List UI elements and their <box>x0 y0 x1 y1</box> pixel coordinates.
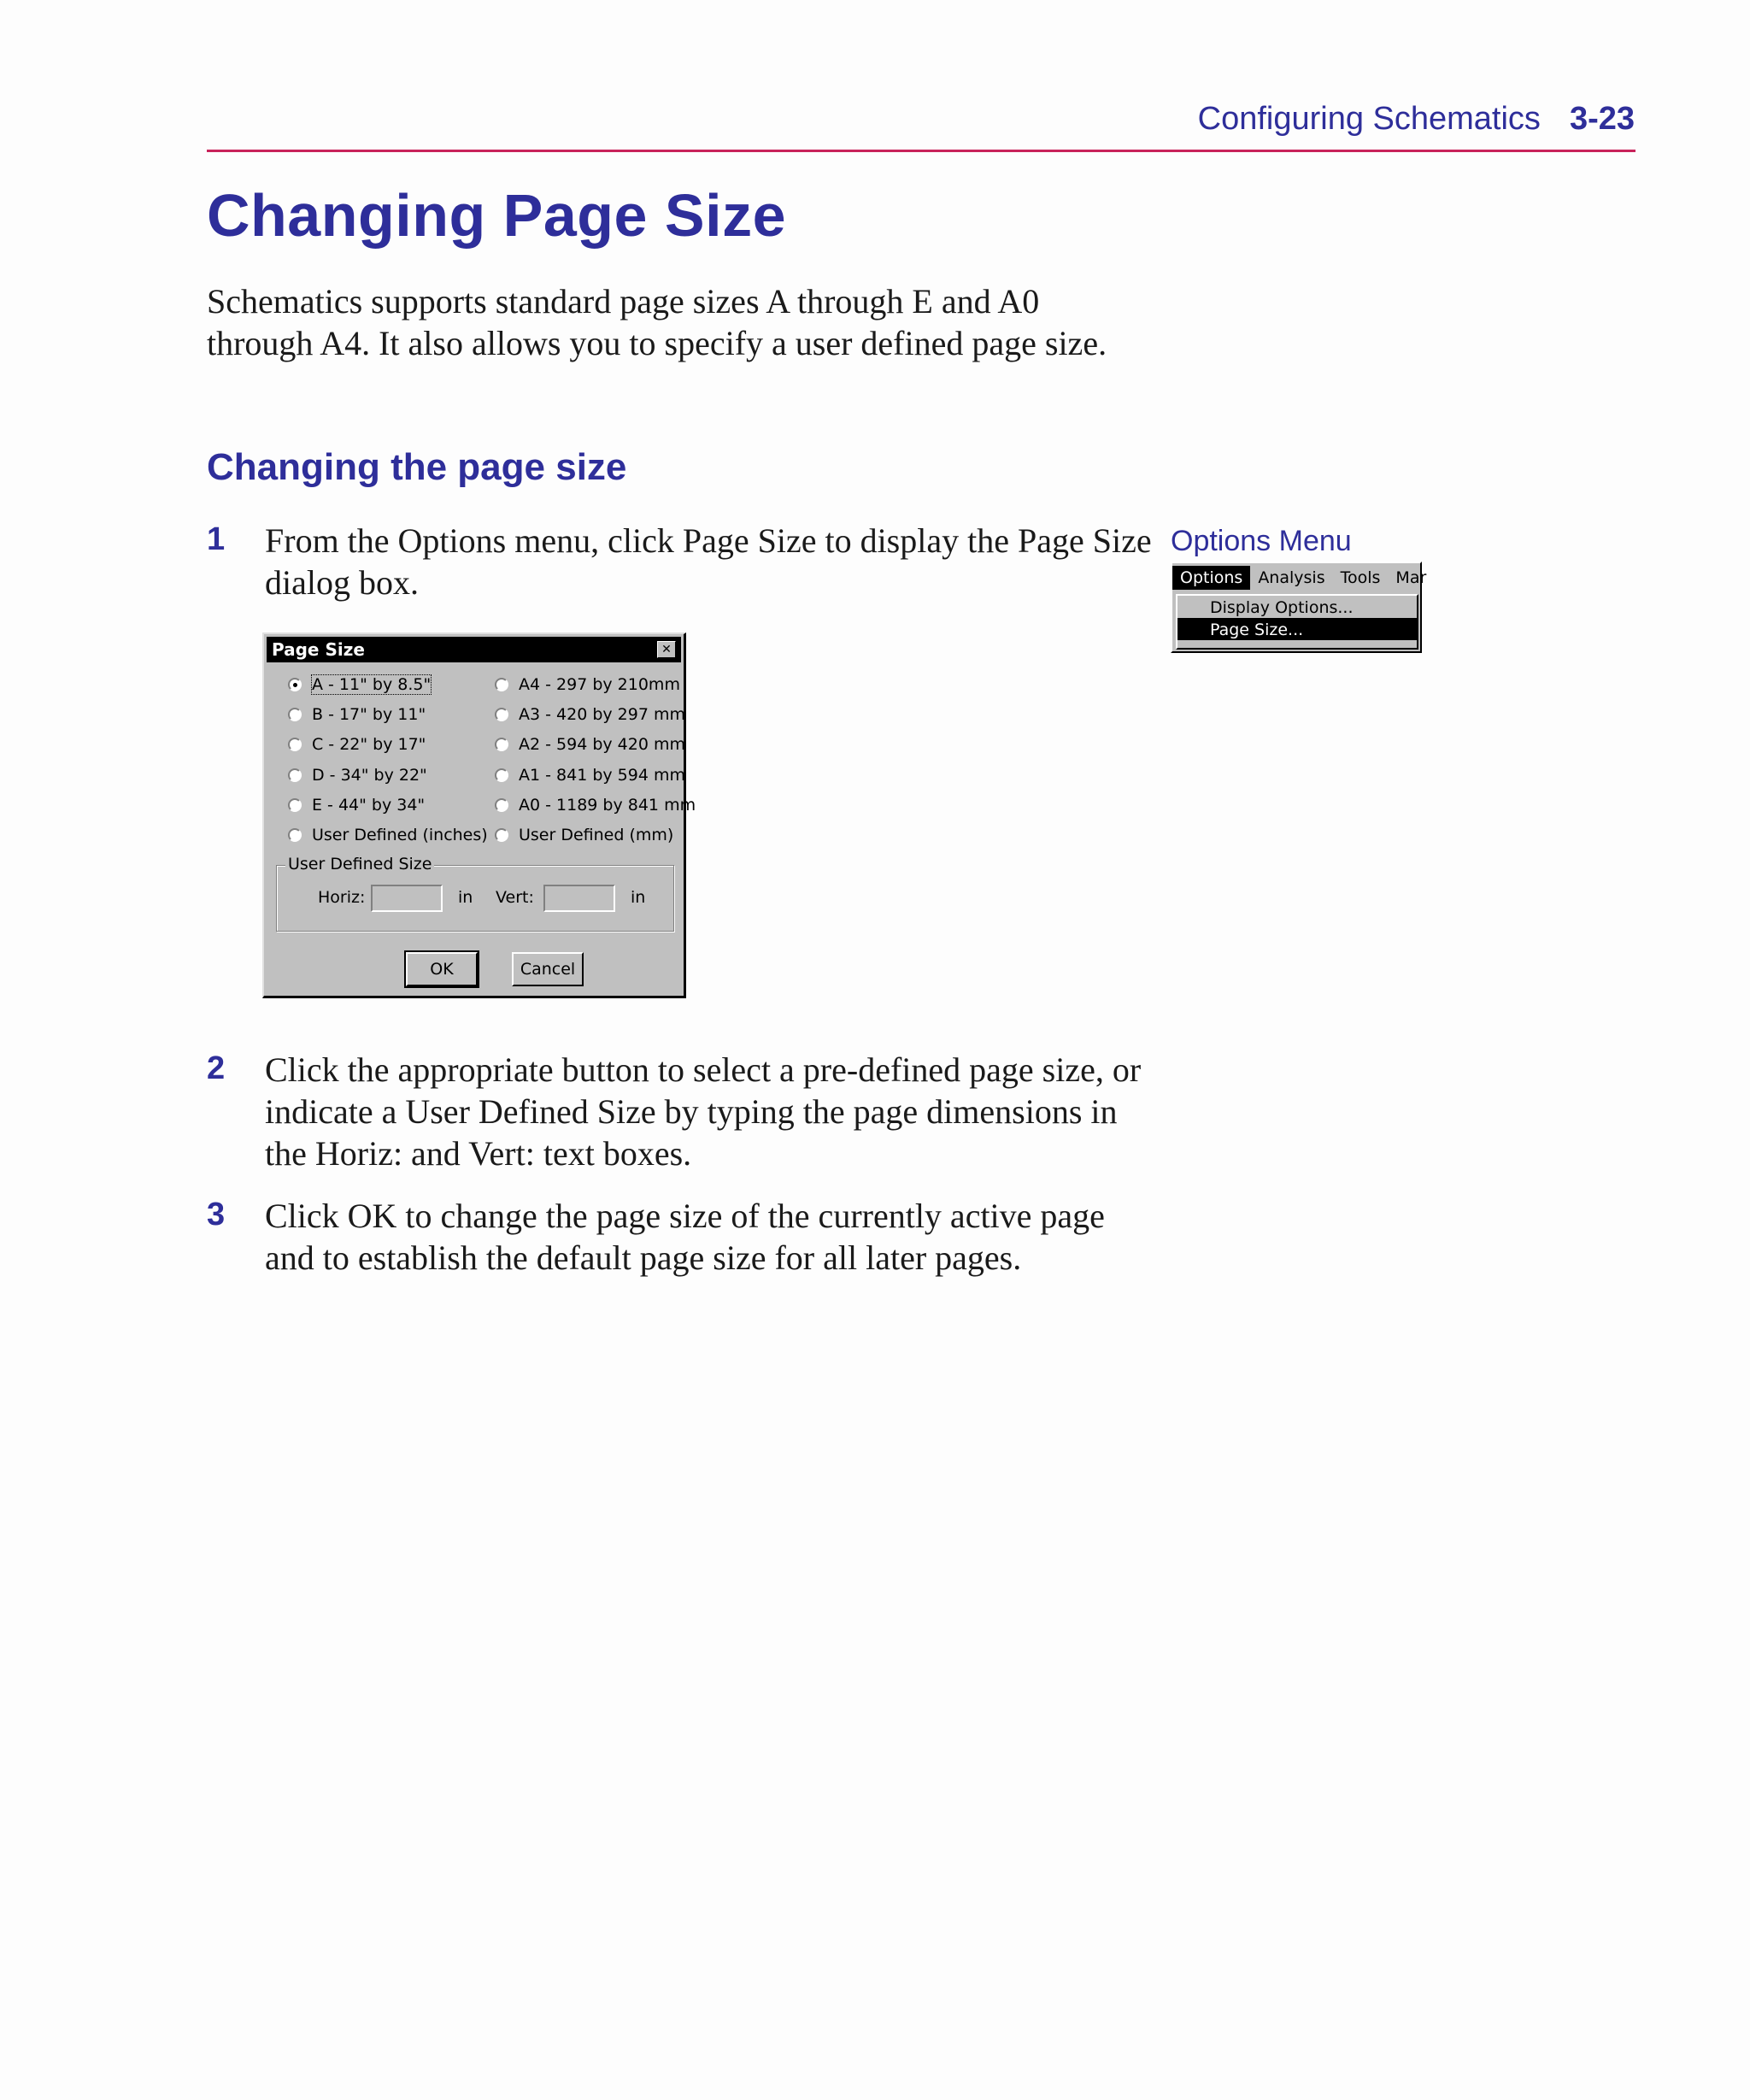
radio-user-inches[interactable] <box>288 823 488 847</box>
intro-paragraph: Schematics supports standard page sizes A through E and A0 through A4. It also allows you to specify a user defined page size. <box>207 282 1107 362</box>
radio-a2[interactable] <box>495 732 685 756</box>
vert-label: Vert: <box>496 888 534 907</box>
radio-button[interactable] <box>495 798 508 812</box>
cancel-button[interactable]: Cancel <box>512 952 584 986</box>
radio-d[interactable] <box>288 763 427 787</box>
menu-item-page-size[interactable]: Page Size... <box>1177 618 1417 640</box>
options-menu-screenshot <box>1171 562 1427 653</box>
user-defined-size-group <box>276 855 674 932</box>
horiz-input[interactable] <box>371 885 443 912</box>
page-title: Changing Page Size <box>207 182 786 249</box>
step-text: Click the appropriate button to select a pre-defined page size, or indicate a User Defined Size by typing the page dimensions in the Horiz: and Vert: text boxes. <box>265 1050 1142 1173</box>
radio-a[interactable] <box>288 673 431 697</box>
option-label: User Defined (inches) <box>312 826 488 844</box>
step-3 <box>207 1195 1155 1279</box>
radio-button[interactable] <box>288 678 302 691</box>
menubar <box>1172 563 1427 592</box>
options-dropdown <box>1176 594 1418 650</box>
radio-a0[interactable] <box>495 793 696 817</box>
radio-button[interactable] <box>495 678 508 691</box>
radio-user-mm[interactable] <box>495 823 673 847</box>
radio-c[interactable] <box>288 732 426 756</box>
radio-a1[interactable] <box>495 763 685 787</box>
option-label: E - 44" by 34" <box>312 796 426 815</box>
group-label: User Defined Size <box>285 855 434 874</box>
running-header <box>1198 101 1635 138</box>
page-number: 3-23 <box>1569 101 1635 137</box>
step-number: 2 <box>207 1050 226 1086</box>
menu-tools[interactable]: Tools <box>1340 568 1381 587</box>
vert-unit: in <box>631 888 646 907</box>
menu-markers[interactable]: Mar <box>1395 568 1427 587</box>
option-label: User Defined (mm) <box>519 826 674 844</box>
radio-button[interactable] <box>288 708 302 721</box>
option-label: A3 - 420 by 297 mm <box>519 705 685 724</box>
horiz-label: Horiz: <box>318 888 366 907</box>
option-label: B - 17" by 11" <box>312 705 426 724</box>
radio-button[interactable] <box>495 708 508 721</box>
section-title: Configuring Schematics <box>1197 101 1541 137</box>
option-label: C - 22" by 17" <box>312 735 426 754</box>
page-size-dialog <box>262 632 696 998</box>
radio-button[interactable] <box>288 828 302 842</box>
radio-button[interactable] <box>288 738 302 751</box>
option-label: A2 - 594 by 420 mm <box>519 735 685 754</box>
vert-input[interactable] <box>543 885 615 912</box>
step-text: Click OK to change the page size of the currently active page and to establish the default page size for all later pages. <box>265 1197 1105 1277</box>
step-1 <box>207 520 1155 603</box>
step-number: 3 <box>207 1197 226 1232</box>
radio-b[interactable] <box>288 703 426 726</box>
menu-analysis[interactable]: Analysis <box>1258 568 1325 587</box>
procedure-heading: Changing the page size <box>207 446 627 488</box>
radio-a3[interactable] <box>495 703 685 726</box>
header-rule <box>207 150 1635 152</box>
ok-button[interactable]: OK <box>406 952 478 986</box>
option-label: A1 - 841 by 594 mm <box>519 766 685 785</box>
dialog-title: Page Size <box>272 639 365 660</box>
step-number: 1 <box>207 521 226 557</box>
menu-item-display-options[interactable]: Display Options... <box>1210 598 1354 617</box>
menu-options[interactable]: Options <box>1172 566 1250 590</box>
radio-e[interactable] <box>288 793 425 817</box>
radio-button[interactable] <box>495 828 508 842</box>
step-2 <box>207 1049 1155 1174</box>
option-label: D - 34" by 22" <box>312 766 427 785</box>
radio-button[interactable] <box>288 798 302 812</box>
radio-a4[interactable] <box>495 673 680 697</box>
option-label: A - 11" by 8.5" <box>312 675 432 694</box>
radio-button[interactable] <box>495 768 508 782</box>
horiz-unit: in <box>458 888 473 907</box>
radio-button[interactable] <box>495 738 508 751</box>
close-icon[interactable]: ✕ <box>657 641 676 658</box>
option-label: A0 - 1189 by 841 mm <box>519 796 696 815</box>
option-label: A4 - 297 by 210mm <box>519 675 680 694</box>
radio-button[interactable] <box>288 768 302 782</box>
options-menu-caption: Options Menu <box>1171 525 1352 557</box>
dialog-titlebar <box>267 637 681 662</box>
step-text: From the Options menu, click Page Size to display the Page Size dialog box. <box>265 521 1152 602</box>
